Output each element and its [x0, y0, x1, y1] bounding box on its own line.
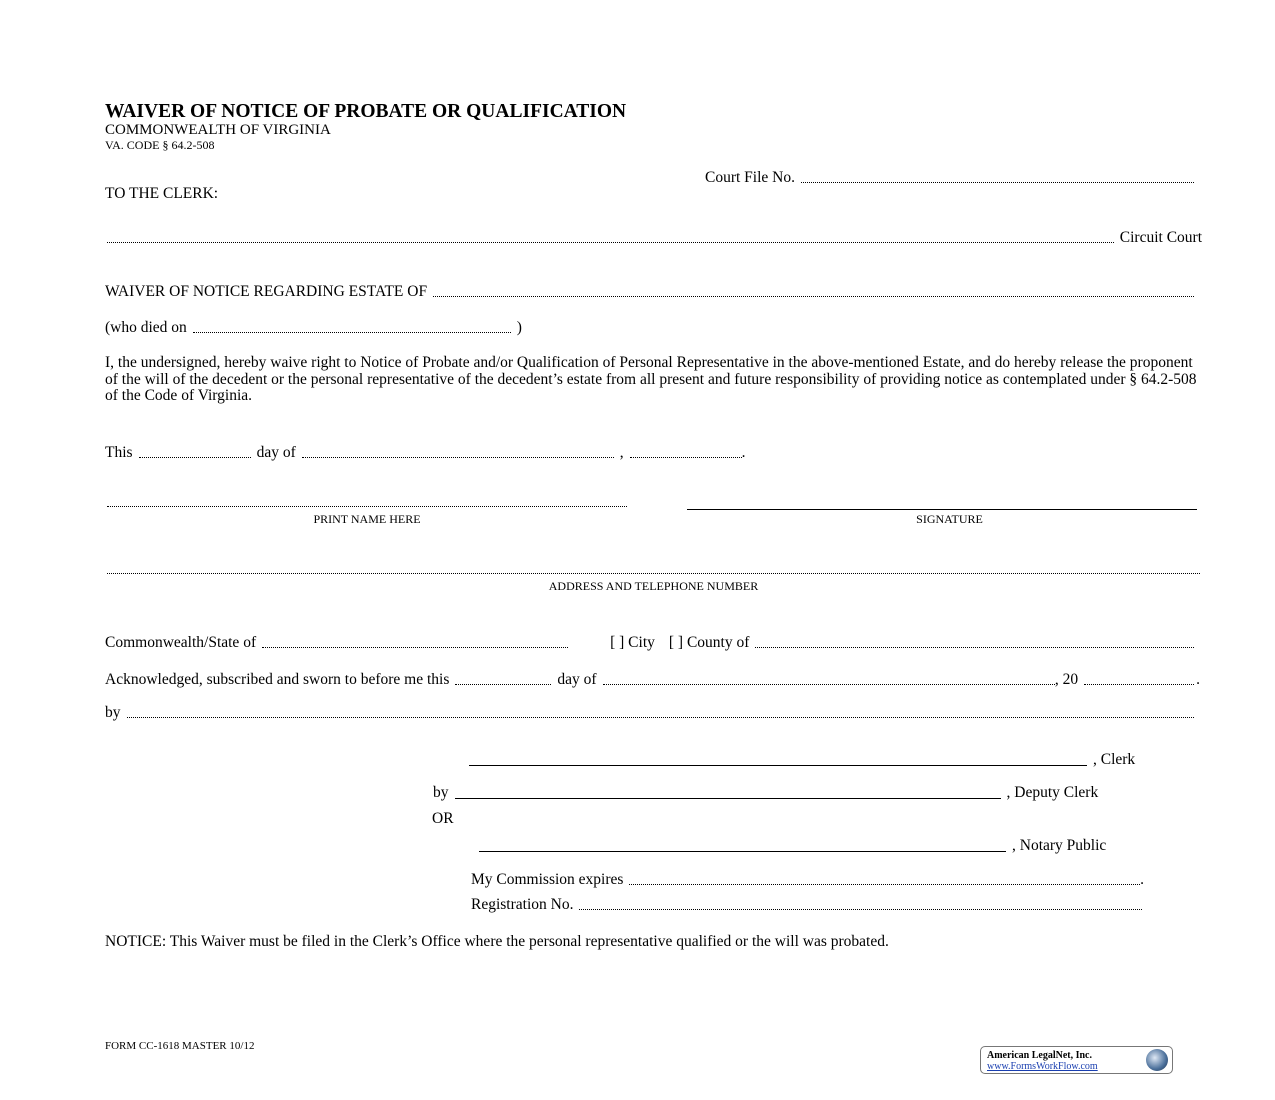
clerk-label: , Clerk	[1093, 751, 1136, 768]
form-state: COMMONWEALTH OF VIRGINIA	[105, 122, 331, 138]
day-of-label: day of	[256, 444, 296, 461]
address-label: ADDRESS AND TELEPHONE NUMBER	[548, 579, 759, 593]
registration-row	[471, 896, 1142, 914]
ack-period: .	[1196, 671, 1200, 688]
signature-label: SIGNATURE	[916, 512, 983, 526]
logo-url[interactable]: www.FormsWorkFlow.com	[987, 1061, 1098, 1072]
circuit-court-label: Circuit Court	[1119, 229, 1202, 246]
or-label: OR	[432, 810, 454, 827]
circuit-court-field[interactable]	[107, 242, 1114, 243]
died-date-field[interactable]	[193, 332, 511, 333]
notice-text: NOTICE: This Waiver must be filed in the Clerk’s Office where the personal representative qualified or the will was probated.	[105, 933, 889, 950]
clerk-signature-field[interactable]	[469, 765, 1087, 766]
form-code: VA. CODE § 64.2-508	[105, 138, 215, 152]
notary-label: , Notary Public	[1012, 837, 1107, 854]
city-checkbox[interactable]: [ ] City	[610, 634, 655, 651]
clerk-row	[463, 751, 1163, 769]
state-field[interactable]	[262, 647, 568, 648]
county-checkbox[interactable]: [ ] County of	[668, 634, 750, 651]
estate-row	[105, 283, 1200, 301]
print-name-label: PRINT NAME HERE	[313, 512, 421, 526]
registration-field[interactable]	[579, 909, 1142, 910]
deputy-signature-field[interactable]	[455, 798, 1001, 799]
day-field[interactable]	[139, 457, 251, 458]
signature-field[interactable]	[687, 509, 1197, 510]
period: .	[741, 444, 746, 461]
circuit-court-row	[105, 229, 1202, 247]
county-field[interactable]	[755, 647, 1194, 648]
date-row	[105, 444, 745, 462]
commission-row	[471, 871, 1144, 889]
commonwealth-row	[105, 634, 1200, 652]
form-title: WAIVER OF NOTICE OF PROBATE OR QUALIFICATION	[105, 101, 627, 122]
deputy-by-label: by	[433, 784, 449, 801]
registration-label: Registration No.	[471, 896, 574, 913]
court-file-label: Court File No.	[705, 169, 795, 186]
by-row	[105, 704, 1200, 722]
this-label: This	[105, 444, 133, 461]
globe-icon	[1146, 1049, 1168, 1071]
address-field[interactable]	[107, 573, 1200, 574]
commission-label: My Commission expires	[471, 871, 624, 888]
deputy-label: , Deputy Clerk	[1006, 784, 1099, 801]
court-file-field[interactable]	[801, 182, 1194, 183]
commission-field[interactable]	[629, 884, 1140, 885]
died-row	[105, 319, 522, 337]
by-label: by	[105, 704, 121, 721]
commission-period: .	[1140, 871, 1144, 888]
ack-20-label: , 20	[1054, 671, 1079, 688]
deputy-row	[433, 784, 1163, 802]
waiver-body: I, the undersigned, hereby waive right to Notice of Probate and/or Qualification of Personal Representative in the above-mentioned Estate, and do hereby release the proponent of the will of the decedent or the personal representative of the decedent’s estate from all present and future responsibility of providing notice as contemplated under § 64.2-508 of the Code of Virginia.	[105, 354, 1197, 404]
court-file-row	[705, 169, 1200, 187]
estate-field[interactable]	[433, 296, 1194, 297]
acknowledged-row	[105, 671, 1200, 689]
notary-signature-field[interactable]	[479, 851, 1006, 852]
month-field[interactable]	[302, 457, 614, 458]
by-field[interactable]	[127, 717, 1195, 718]
estate-label: WAIVER OF NOTICE REGARDING ESTATE OF	[105, 283, 428, 300]
print-name-field[interactable]	[107, 506, 627, 507]
year-field[interactable]	[630, 457, 742, 458]
ack-month-field[interactable]	[603, 684, 1055, 685]
notary-row	[473, 837, 1173, 855]
american-legalnet-logo[interactable]	[980, 1046, 1173, 1074]
to-clerk: TO THE CLERK:	[105, 185, 219, 202]
commonwealth-label: Commonwealth/State of	[105, 634, 257, 651]
form-id: FORM CC-1618 MASTER 10/12	[105, 1040, 255, 1052]
died-label: (who died on	[105, 319, 187, 336]
ack-day-of-label: day of	[557, 671, 597, 688]
logo-name: American LegalNet, Inc.	[987, 1050, 1092, 1061]
acknowledged-label: Acknowledged, subscribed and sworn to before me this	[105, 671, 450, 688]
comma: ,	[619, 444, 624, 461]
ack-year-field[interactable]	[1084, 684, 1194, 685]
ack-day-field[interactable]	[455, 684, 551, 685]
died-close: )	[516, 319, 522, 336]
